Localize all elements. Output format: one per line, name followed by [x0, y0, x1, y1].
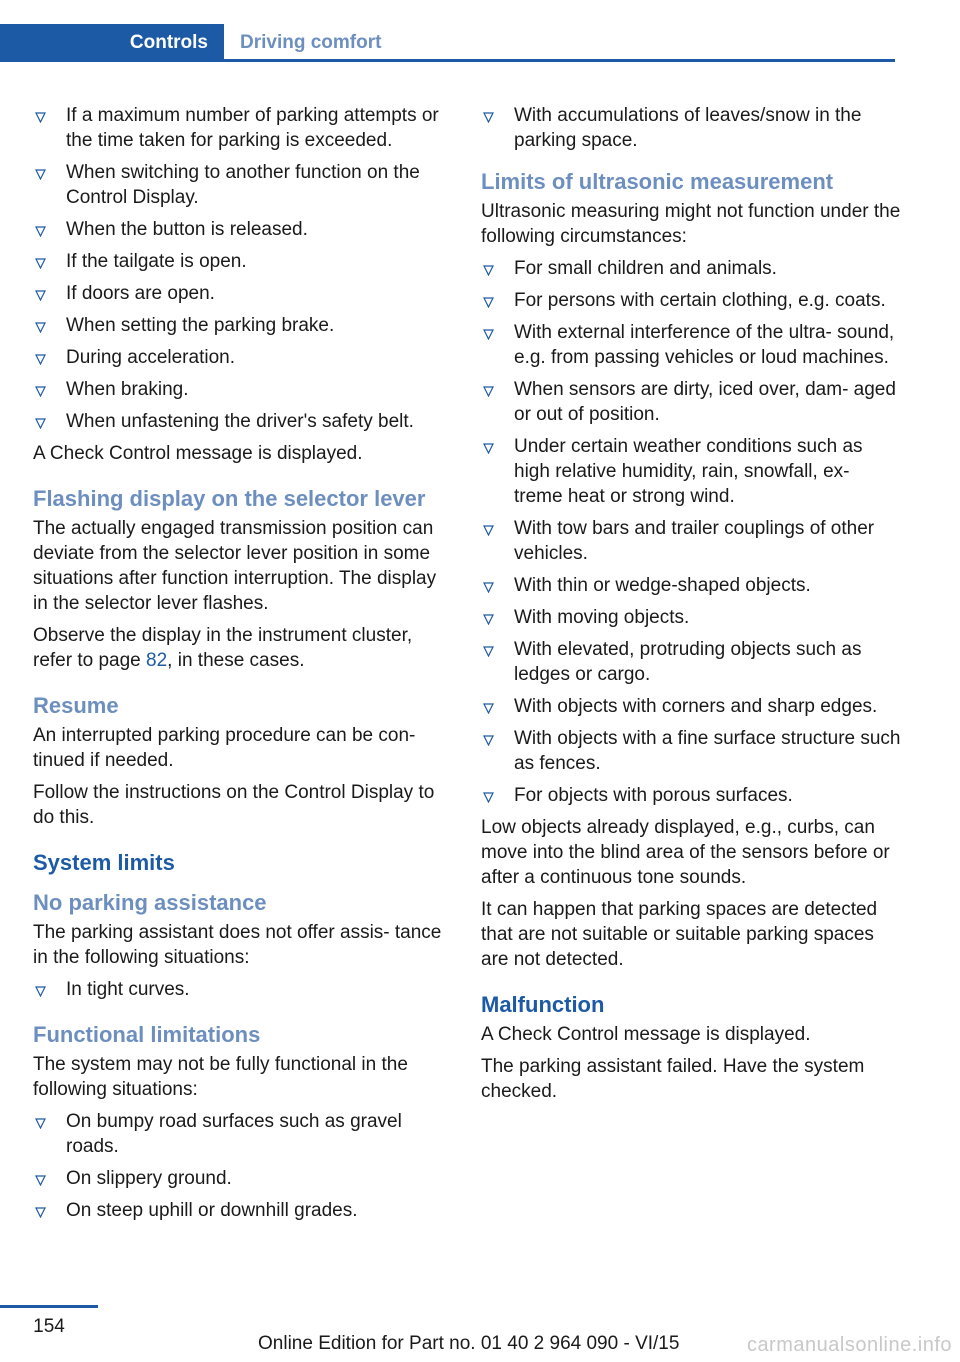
- page-number-rule: [0, 1305, 98, 1308]
- list-item: [481, 516, 901, 566]
- list-item: [481, 320, 901, 370]
- no-assist-paragraph: The parking assistant does not offer assis‐ tance in the following situations:: [33, 922, 442, 968]
- heading-functional-limitations: Functional limitations: [33, 1022, 261, 1047]
- leaves-list: [481, 103, 901, 153]
- interruption-list: [33, 103, 445, 434]
- list-item: [33, 377, 445, 402]
- header-tab-controls: Controls: [0, 24, 224, 62]
- page-number: 154: [33, 1316, 65, 1337]
- ultrasonic-list: [481, 256, 901, 808]
- list-item-text: If a maximum number of parking attempts or the time taken for parking is exceeded.: [66, 105, 439, 151]
- list-item-text: On steep uphill or downhill grades.: [66, 1200, 358, 1221]
- heading-malfunction: Malfunction: [481, 992, 605, 1017]
- list-item-text: Under certain weather conditions such as high relative humidity, rain, snowfall, ex‐ treme heat or strong wind.: [514, 436, 863, 507]
- list-item-text: In tight curves.: [66, 979, 190, 1000]
- resume-paragraph-2: Follow the instructions on the Control Display to do this.: [33, 782, 435, 828]
- list-item-text: For persons with certain clothing, e.g. coats.: [514, 290, 886, 311]
- list-item-text: With external interference of the ultra‐ sound, e.g. from passing vehicles or loud machines.: [514, 322, 895, 368]
- list-item-text: During acceleration.: [66, 347, 235, 368]
- heading-no-parking-assistance: No parking assistance: [33, 890, 267, 915]
- heading-ultrasonic-limits: Limits of ultrasonic measurement: [481, 169, 834, 194]
- list-item: [33, 249, 445, 274]
- list-item-text: With objects with corners and sharp edges.: [514, 696, 878, 717]
- list-item-text: On slippery ground.: [66, 1168, 232, 1189]
- flashing-paragraph: The actually engaged transmission position can deviate from the selector lever position in some situations after function interruption. The display in the selector lever flashes.: [33, 518, 437, 614]
- list-item-text: When unfastening the driver's safety belt.: [66, 411, 414, 432]
- list-item-text: If the tailgate is open.: [66, 251, 247, 272]
- left-column: [33, 103, 445, 1230]
- list-item-text: When the button is released.: [66, 219, 308, 240]
- list-item: [33, 313, 445, 338]
- list-item-text: When sensors are dirty, iced over, dam‐ aged or out of position.: [514, 379, 896, 425]
- page-link[interactable]: 82: [146, 650, 168, 671]
- malfunction-paragraph-1: A Check Control message is displayed.: [481, 1024, 811, 1045]
- observe-paragraph: Observe the display in the instrument cluster, refer to page 82, in these cases.: [33, 625, 413, 671]
- check-control-paragraph: A Check Control message is displayed.: [33, 443, 363, 464]
- list-item: [33, 103, 445, 153]
- list-item: [481, 288, 901, 313]
- functional-list: [33, 1109, 445, 1223]
- malfunction-paragraph-2: The parking assistant failed. Have the system checked.: [481, 1056, 865, 1102]
- list-item-text: With tow bars and trailer couplings of other vehicles.: [514, 518, 875, 564]
- list-item: [481, 377, 901, 427]
- list-item: [33, 217, 445, 242]
- heading-flashing-display: Flashing display on the selector lever: [33, 486, 426, 511]
- list-item: [33, 1109, 445, 1159]
- list-item: [481, 783, 901, 808]
- header-rule: [224, 59, 895, 62]
- ultrasonic-paragraph: Ultrasonic measuring might not function under the following circumstances:: [481, 201, 901, 247]
- no-assist-list: [33, 977, 445, 1002]
- heading-resume: Resume: [33, 693, 119, 718]
- functional-paragraph: The system may not be fully functional in the following situations:: [33, 1054, 408, 1100]
- list-item: [33, 409, 445, 434]
- list-item-text: If doors are open.: [66, 283, 215, 304]
- list-item-text: With objects with a fine surface structure such as fences.: [514, 728, 901, 774]
- list-item: [481, 434, 901, 509]
- list-item-text: When switching to another function on the Control Display.: [66, 162, 420, 208]
- list-item-text: On bumpy road surfaces such as gravel roads.: [66, 1111, 402, 1157]
- list-item: [481, 103, 901, 153]
- list-item-text: For objects with porous surfaces.: [514, 785, 793, 806]
- list-item-text: With moving objects.: [514, 607, 690, 628]
- list-item-text: For small children and animals.: [514, 258, 777, 279]
- list-item: [481, 256, 901, 281]
- list-item-text: When setting the parking brake.: [66, 315, 335, 336]
- list-item: [33, 1166, 445, 1191]
- edition-footer: Online Edition for Part no. 01 40 2 964 090 - VI/15: [258, 1333, 680, 1354]
- list-item: [33, 977, 445, 1002]
- list-item: [481, 637, 901, 687]
- list-item: [481, 726, 901, 776]
- list-item: [33, 281, 445, 306]
- list-item-text: With accumulations of leaves/snow in the parking space.: [514, 105, 862, 151]
- list-item: [481, 605, 901, 630]
- list-item: [481, 694, 901, 719]
- header-tab-driving-comfort: Driving comfort: [240, 32, 382, 53]
- list-item-text: When braking.: [66, 379, 189, 400]
- low-objects-paragraph: Low objects already displayed, e.g., curbs, can move into the blind area of the sensors before or after a continuous tone sounds.: [481, 817, 890, 888]
- page-header: [0, 24, 895, 62]
- right-column: [481, 103, 901, 1111]
- heading-system-limits: System limits: [33, 850, 175, 875]
- detection-paragraph: It can happen that parking spaces are detected that are not suitable or suitable parking spaces are not detected.: [481, 899, 878, 970]
- list-item: [33, 1198, 445, 1223]
- list-item: [481, 573, 901, 598]
- watermark-text: carmanualsonline.info: [746, 1334, 952, 1356]
- list-item: [33, 345, 445, 370]
- list-item-text: With elevated, protruding objects such as ledges or cargo.: [514, 639, 862, 685]
- list-item: [33, 160, 445, 210]
- list-item-text: With thin or wedge-shaped objects.: [514, 575, 811, 596]
- resume-paragraph-1: An interrupted parking procedure can be con‐ tinued if needed.: [33, 725, 416, 771]
